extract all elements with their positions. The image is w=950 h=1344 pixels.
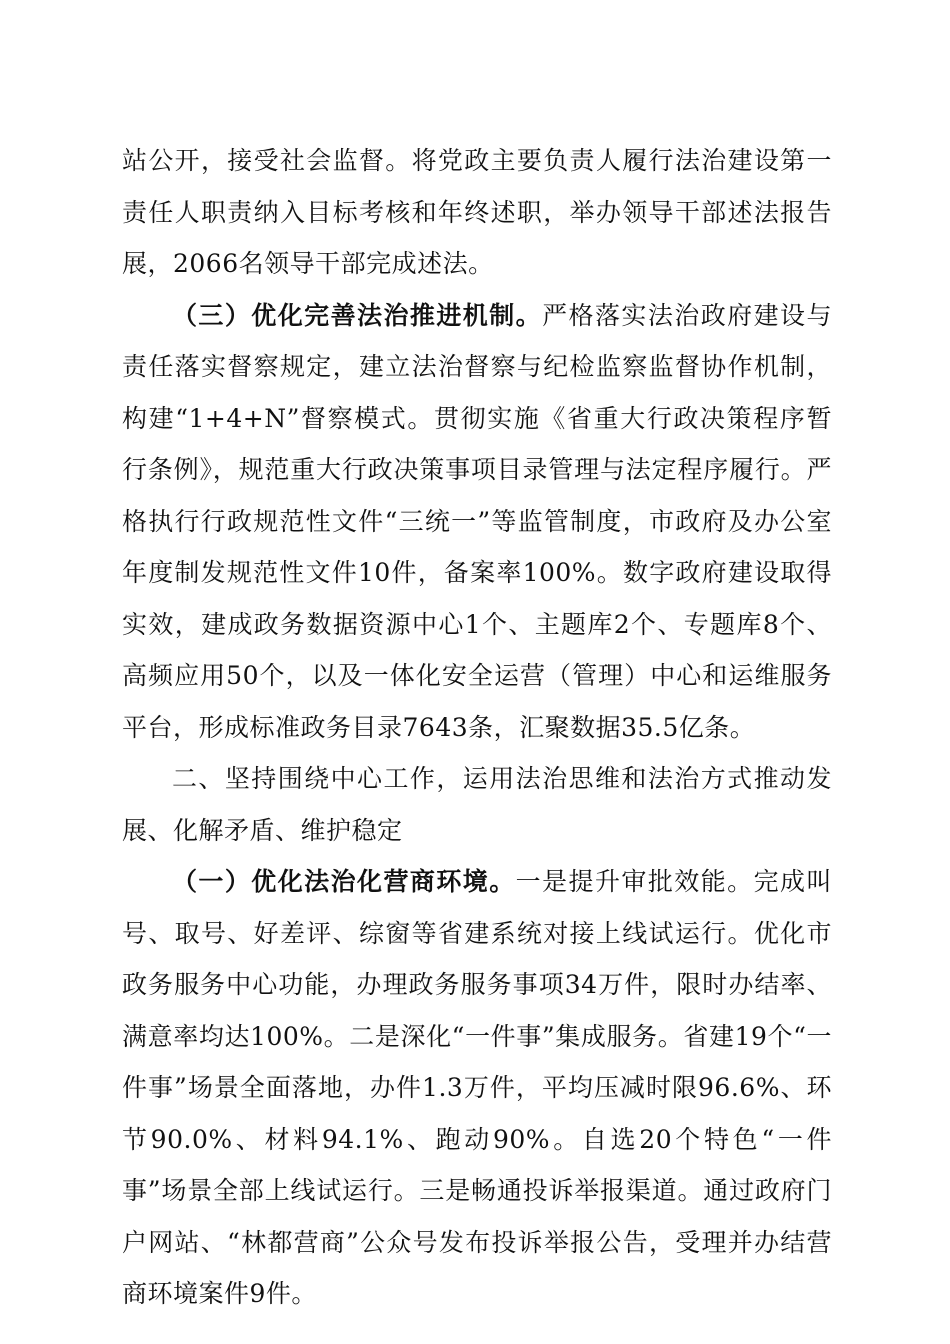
document-body [122, 135, 832, 1320]
paragraph-section-one [122, 856, 832, 1320]
paragraph-text: 严格落实法治政府建设与责任落实督察规定，建立法治督察与纪检监察监督协作机制，构建“1+4+N”督察模式。贯彻实施《省重大行政决策程序暂行条例》，规范重大行政决策事项目录管理与法定程序履行。严格执行行政规范性文件“三统一”等监管制度，市政府及办公室年度制发规范性文件10件，备案率100%。数字政府建设取得实效，建成政务数据资源中心1个、主题库2个、专题库8个、高频应用50个，以及一体化安全运营（管理）中心和运维服务平台，形成标准政务目录7643条，汇聚数据35.5亿条。 [122, 300, 832, 742]
paragraph-continuation [122, 135, 832, 290]
part-two-heading [122, 753, 832, 856]
section-heading-lead: （三）优化完善法治推进机制。 [172, 300, 543, 330]
paragraph-text: 站公开，接受社会监督。将党政主要负责人履行法治建设第一责任人职责纳入目标考核和年终述职，举办领导干部述法报告展，2066名领导干部完成述法。 [122, 146, 832, 278]
section-heading-lead: （一）优化法治化营商环境。 [172, 867, 516, 896]
paragraph-section-three [122, 290, 832, 754]
heading-text: 二、坚持围绕中心工作，运用法治思维和法治方式推动发展、化解矛盾、维护稳定 [122, 764, 832, 845]
paragraph-text: 一是提升审批效能。完成叫号、取号、好差评、综窗等省建系统对接上线试运行。优化市政务服务中心功能，办理政务服务事项34万件，限时办结率、满意率均达100%。二是深化“一件事”集成服务。省建19个“一件事”场景全面落地，办件1.3万件，平均压减时限96.6%、环节90.0%、材料94.1%、跑动90%。自选20个特色“一件事”场景全部上线试运行。三是畅通投诉举报渠道。通过政府门户网站、“林都营商”公众号发布投诉举报公告，受理并办结营商环境案件9件。 [122, 867, 832, 1308]
